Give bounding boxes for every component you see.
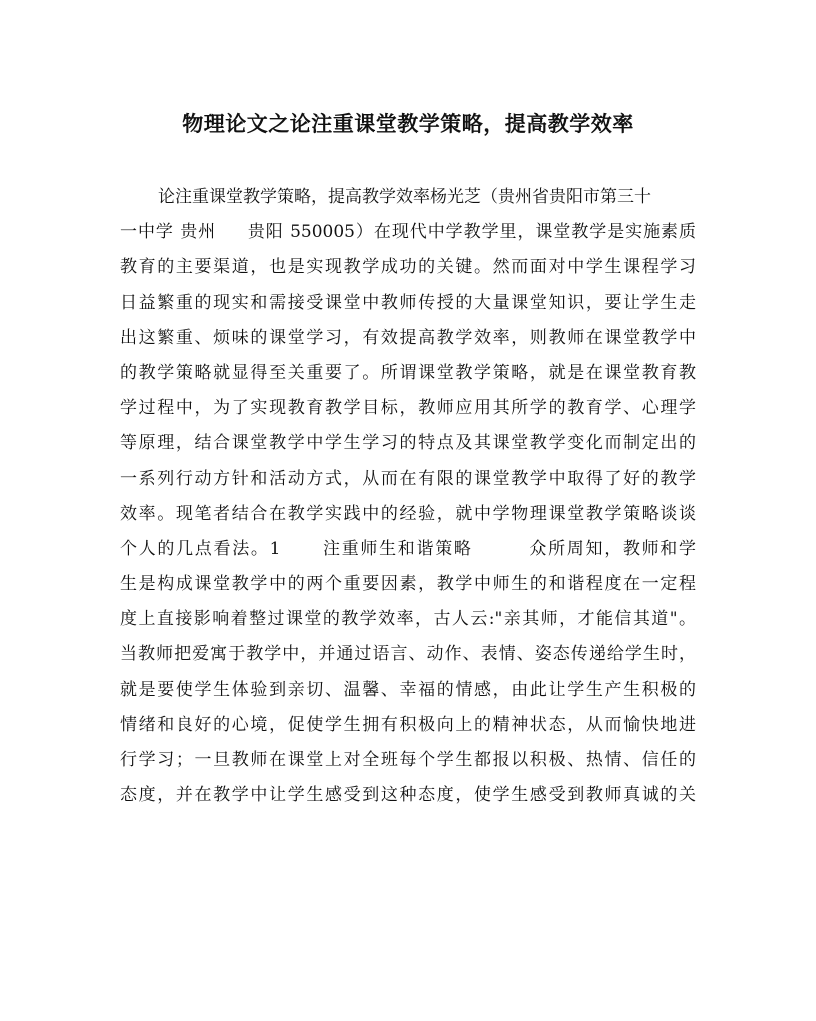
body-line: 个人的几点看法。1 注重师生和谐策略 众所周知，教师和学 — [120, 538, 696, 559]
body-line: 行学习；一旦教师在课堂上对全班每个学生都报以积极、热情、信任的 — [120, 750, 696, 770]
document-body — [120, 180, 696, 813]
body-line: 态度，并在教学中让学生感受到这种态度，使学生感受到教师真诚的关 — [120, 785, 696, 806]
body-line: 教育的主要渠道，也是实现教学成功的关键。然而面对中学生课程学习 — [120, 257, 696, 278]
document-title: 物理论文之论注重课堂教学策略，提高教学效率 — [182, 111, 634, 136]
body-line: 情绪和良好的心境，促使学生拥有积极向上的精神状态，从而愉快地进 — [120, 714, 696, 735]
body-line: 就是要使学生体验到亲切、温馨、幸福的情感，由此让学生产生积极的 — [120, 679, 696, 700]
body-line: 一中学 贵州 贵阳 550005）在现代中学教学里，课堂教学是实施素质 — [120, 222, 696, 243]
body-line: 等原理，结合课堂教学中学生学习的特点及其课堂教学变化而制定出的 — [120, 433, 696, 454]
body-line: 效率。现笔者结合在教学实践中的经验，就中学物理课堂教学策略谈谈 — [120, 503, 696, 524]
body-line: 一系列行动方针和活动方式，从而在有限的课堂教学中取得了好的教学 — [120, 468, 696, 489]
body-line: 度上直接影响着整过课堂的教学效率，古人云:"亲其师，才能信其道"。 — [120, 609, 696, 630]
body-line: 的教学策略就显得至关重要了。所谓课堂教学策略，就是在课堂教育教 — [120, 362, 696, 383]
body-line: 当教师把爱寓于教学中，并通过语言、动作、表情、姿态传递给学生时， — [120, 644, 696, 665]
body-line: 论注重课堂教学策略，提高教学效率杨光芝（贵州省贵阳市第三十 — [158, 187, 651, 207]
body-line: 生是构成课堂教学中的两个重要因素，教学中师生的和谐程度在一定程 — [120, 574, 696, 595]
body-line: 出这繁重、烦味的课堂学习，有效提高教学效率，则教师在课堂教学中 — [120, 327, 696, 348]
body-line: 学过程中，为了实现教育教学目标，教师应用其所学的教育学、心理学 — [120, 398, 696, 419]
body-line: 日益繁重的现实和需接受课堂中教师传授的大量课堂知识，要让学生走 — [120, 292, 696, 313]
